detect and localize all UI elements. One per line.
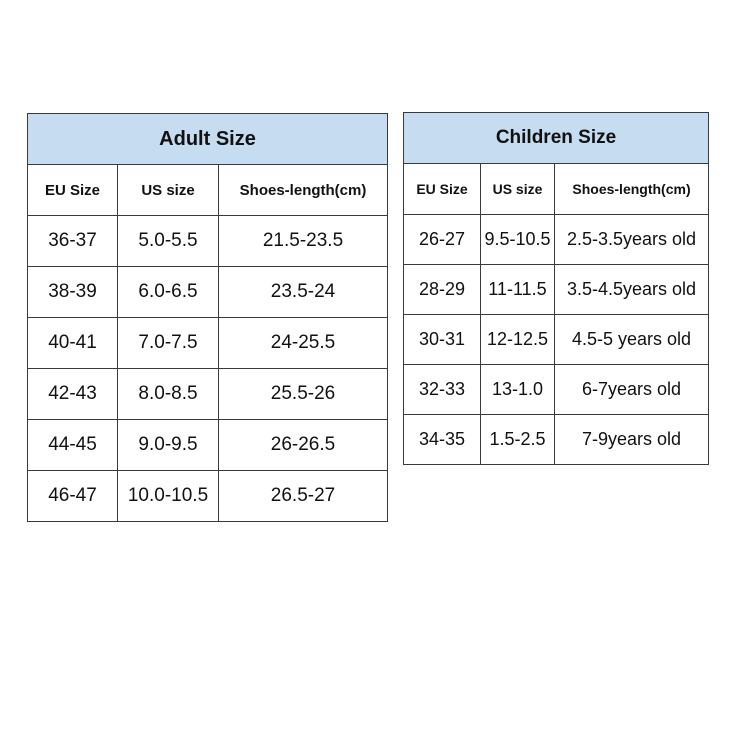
children-title-row	[404, 113, 709, 164]
table-row	[404, 365, 709, 415]
table-row	[28, 267, 388, 318]
adult-table-title: Adult Size	[28, 114, 388, 165]
eu-size-cell: 36-37	[28, 216, 118, 267]
table-row	[28, 471, 388, 522]
adult-title-row	[28, 114, 388, 165]
shoes-length-cell: 23.5-24	[219, 267, 388, 318]
eu-size-cell: 38-39	[28, 267, 118, 318]
table-row	[404, 265, 709, 315]
us-size-cell: 10.0-10.5	[118, 471, 219, 522]
shoes-length-cell: 25.5-26	[219, 369, 388, 420]
us-size-cell: 7.0-7.5	[118, 318, 219, 369]
us-size-cell: 9.5-10.5	[481, 215, 555, 265]
shoes-length-cell: 4.5-5 years old	[555, 315, 709, 365]
eu-size-cell: 34-35	[404, 415, 481, 465]
children-header-shoes-length: Shoes-length(cm)	[555, 164, 709, 215]
children-header-row	[404, 164, 709, 215]
table-row	[28, 369, 388, 420]
shoes-length-cell: 7-9years old	[555, 415, 709, 465]
shoes-length-cell: 26-26.5	[219, 420, 388, 471]
eu-size-cell: 40-41	[28, 318, 118, 369]
adult-header-eu-size: EU Size	[28, 165, 118, 216]
eu-size-cell: 42-43	[28, 369, 118, 420]
table-row	[28, 216, 388, 267]
shoes-length-cell: 6-7years old	[555, 365, 709, 415]
children-table-title: Children Size	[404, 113, 709, 164]
eu-size-cell: 26-27	[404, 215, 481, 265]
us-size-cell: 11-11.5	[481, 265, 555, 315]
eu-size-cell: 32-33	[404, 365, 481, 415]
adult-size-table	[27, 113, 388, 522]
children-size-table	[403, 112, 709, 465]
shoes-length-cell: 26.5-27	[219, 471, 388, 522]
us-size-cell: 1.5-2.5	[481, 415, 555, 465]
table-row	[404, 415, 709, 465]
adult-header-us-size: US size	[118, 165, 219, 216]
eu-size-cell: 46-47	[28, 471, 118, 522]
us-size-cell: 12-12.5	[481, 315, 555, 365]
eu-size-cell: 44-45	[28, 420, 118, 471]
table-row	[404, 315, 709, 365]
table-row	[28, 420, 388, 471]
eu-size-cell: 28-29	[404, 265, 481, 315]
us-size-cell: 9.0-9.5	[118, 420, 219, 471]
adult-header-row	[28, 165, 388, 216]
children-header-us-size: US size	[481, 164, 555, 215]
shoes-length-cell: 3.5-4.5years old	[555, 265, 709, 315]
table-row	[404, 215, 709, 265]
shoes-length-cell: 2.5-3.5years old	[555, 215, 709, 265]
children-header-eu-size: EU Size	[404, 164, 481, 215]
us-size-cell: 13-1.0	[481, 365, 555, 415]
adult-header-shoes-length: Shoes-length(cm)	[219, 165, 388, 216]
us-size-cell: 5.0-5.5	[118, 216, 219, 267]
table-row	[28, 318, 388, 369]
us-size-cell: 8.0-8.5	[118, 369, 219, 420]
shoes-length-cell: 24-25.5	[219, 318, 388, 369]
eu-size-cell: 30-31	[404, 315, 481, 365]
us-size-cell: 6.0-6.5	[118, 267, 219, 318]
shoes-length-cell: 21.5-23.5	[219, 216, 388, 267]
